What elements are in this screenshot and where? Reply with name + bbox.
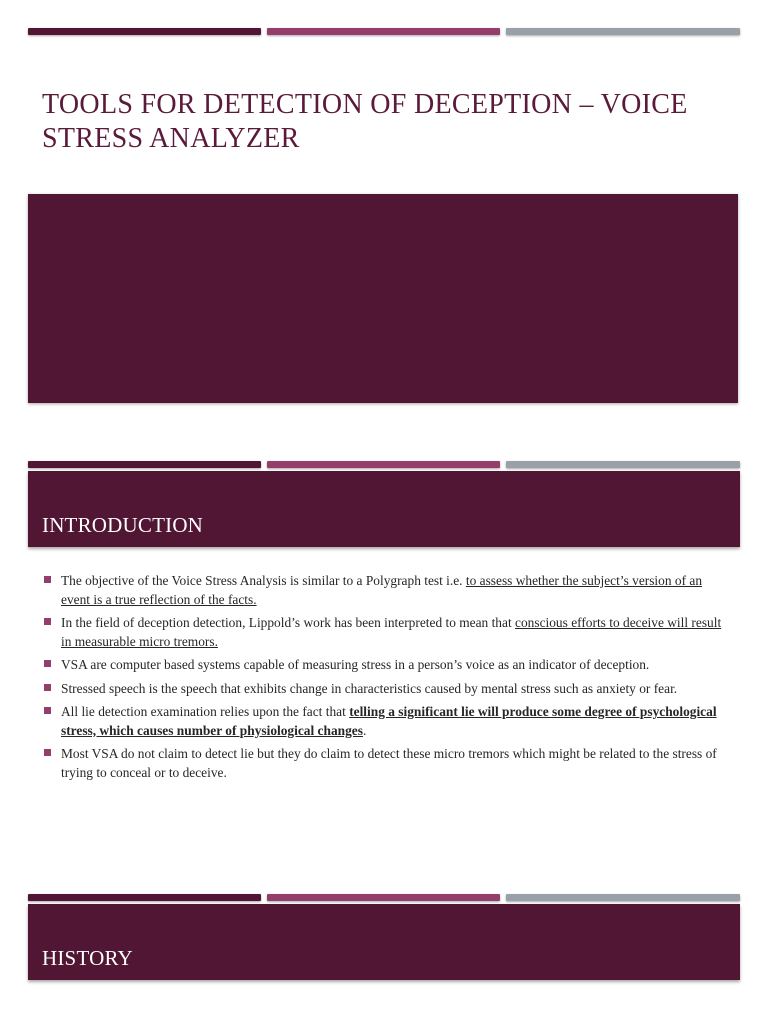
square-bullet-icon <box>44 684 51 691</box>
square-bullet-icon <box>44 576 51 583</box>
accent-bar-magenta <box>267 894 500 901</box>
slide3-accent-bars <box>28 894 740 902</box>
square-bullet-icon <box>44 707 51 714</box>
bullet-text-segment: In the field of deception detection, Lippold’s work has been interpreted to mean that <box>61 615 516 630</box>
bullet-item <box>44 680 728 699</box>
slide2-title: INTRODUCTION <box>42 513 204 537</box>
accent-bar-plum <box>28 461 261 468</box>
accent-bar-magenta <box>267 28 500 35</box>
bullet-item <box>44 703 728 740</box>
slide2-title-band <box>28 471 740 547</box>
slide2-accent-bars <box>28 461 740 469</box>
bullet-text-segment: The objective of the Voice Stress Analysis is similar to a Polygraph test i.e. <box>61 573 466 588</box>
bullet-text-segment: Most VSA do not claim to detect lie but they do claim to detect these micro tremors which might be related to the stress of trying to conceal or to deceive. <box>61 746 717 780</box>
bullet-item <box>44 614 728 651</box>
slide1-title: TOOLS FOR DETECTION OF DECEPTION – VOICE STRESS ANALYZER <box>42 89 688 154</box>
slide3-title: HISTORY <box>42 946 133 970</box>
accent-bar-gray <box>506 894 740 901</box>
bullet-item <box>44 745 728 782</box>
bullet-text-segment: VSA are computer based systems capable of measuring stress in a person’s voice as an indicator of deception. <box>61 657 650 672</box>
bullet-text-segment: . <box>362 722 367 738</box>
bullet-text-segment: telling a significant lie will produce some degree of psychological stress, which causes number of physiological changes <box>61 704 717 738</box>
square-bullet-icon <box>44 749 51 756</box>
square-bullet-icon <box>44 660 51 667</box>
square-bullet-icon <box>44 618 51 625</box>
bullet-text-segment: to assess whether the subject’s version of an event is a true reflection of the facts. <box>61 573 703 607</box>
slide3-title-band <box>28 904 740 980</box>
bullet-text-segment: conscious efforts to deceive will result in measurable micro tremors. <box>61 615 722 649</box>
accent-bar-gray <box>506 461 740 468</box>
accent-bar-plum <box>28 894 261 901</box>
accent-bar-gray <box>506 28 740 35</box>
accent-bar-magenta <box>267 461 500 468</box>
introduction-bullet-list <box>44 572 728 787</box>
accent-bar-plum <box>28 28 261 35</box>
bullet-item <box>44 656 728 675</box>
bullet-text-segment: Stressed speech is the speech that exhibits change in characteristics caused by mental stress such as anxiety or fear. <box>61 680 678 696</box>
bullet-item <box>44 572 728 609</box>
slide1-accent-bars <box>28 28 740 36</box>
slide1-hero-panel <box>28 194 738 403</box>
bullet-text-segment: All lie detection examination relies upon the fact that <box>61 704 350 719</box>
